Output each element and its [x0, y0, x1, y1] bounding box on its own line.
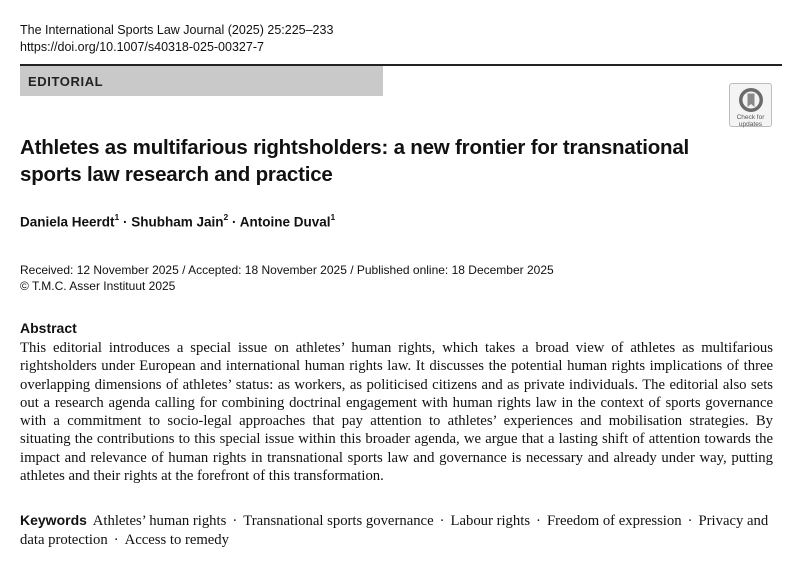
author-separator: · [228, 214, 240, 230]
doi-link[interactable]: https://doi.org/10.1007/s40318-025-00327-7 [20, 40, 264, 54]
keyword-item: Privacy and data protection [20, 513, 769, 548]
check-for-updates-label: Check for updates [736, 114, 765, 128]
author-name[interactable]: Antoine Duval [239, 214, 331, 230]
author-name[interactable]: Daniela Heerdt [20, 214, 115, 230]
keyword-separator: · [232, 513, 238, 529]
keyword-item: Transnational sports governance [243, 513, 434, 529]
citation-line: The International Sports Law Journal (2025) 25:225–233 [20, 23, 334, 37]
section-label: EDITORIAL [20, 66, 383, 96]
keyword-item: Athletes’ human rights [92, 513, 227, 529]
keyword-separator: · [113, 531, 119, 548]
publication-history [20, 262, 554, 294]
keywords-label: Keywords [20, 512, 87, 528]
abstract-text: This editorial introduces a special issue on athletes’ human rights, which takes a broad view of athletes as multifarious rightsholders under European and international human rights law. It discusses the potential human rights implications of three overlapping dimensions of athletes’ status: as workers, as politicised citizens and as private individuals. The editorial also sets out a research agenda calling for combining doctrinal engagement with human rights law in the context of sports governance with a commitment to socio-legal approaches that pay attention to athletes’ experiences and mobilisation strategies. By situating the contributions to this special issue within this broader agenda, we argue that a lasting shift of attention towards the impact and relevance of human rights in transnational sports law and governance is necessary and already under way, putting athletes and their rights at the forefront of this transformation. [20, 340, 773, 485]
author-affiliation: 1 [114, 212, 120, 222]
author-affiliation: 1 [330, 212, 336, 222]
keyword-item: Access to remedy [124, 531, 229, 548]
abstract-heading: Abstract [20, 320, 77, 336]
article-title: Athletes as multifarious rightsholders: a new frontier for transnational sports law research and practice [20, 136, 690, 186]
author-separator: · [119, 214, 132, 230]
keyword-item: Labour rights [450, 513, 531, 529]
keyword-separator: · [536, 513, 541, 529]
author-affiliation: 2 [223, 212, 229, 222]
publication-dates: Received: 12 November 2025 / Accepted: 18 November 2025 / Published online: 18 December 2025 [20, 263, 554, 277]
keyword-separator: · [687, 513, 693, 529]
keyword-separator: · [439, 513, 445, 529]
journal-reference [20, 22, 333, 56]
keyword-item: Freedom of expression [546, 513, 682, 529]
author-list [20, 213, 335, 230]
author-name[interactable]: Shubham Jain [131, 214, 224, 230]
crossmark-icon [738, 87, 764, 113]
check-for-updates-badge[interactable] [729, 83, 772, 127]
keywords-section [20, 511, 773, 549]
copyright-line: © T.M.C. Asser Instituut 2025 [20, 279, 176, 293]
